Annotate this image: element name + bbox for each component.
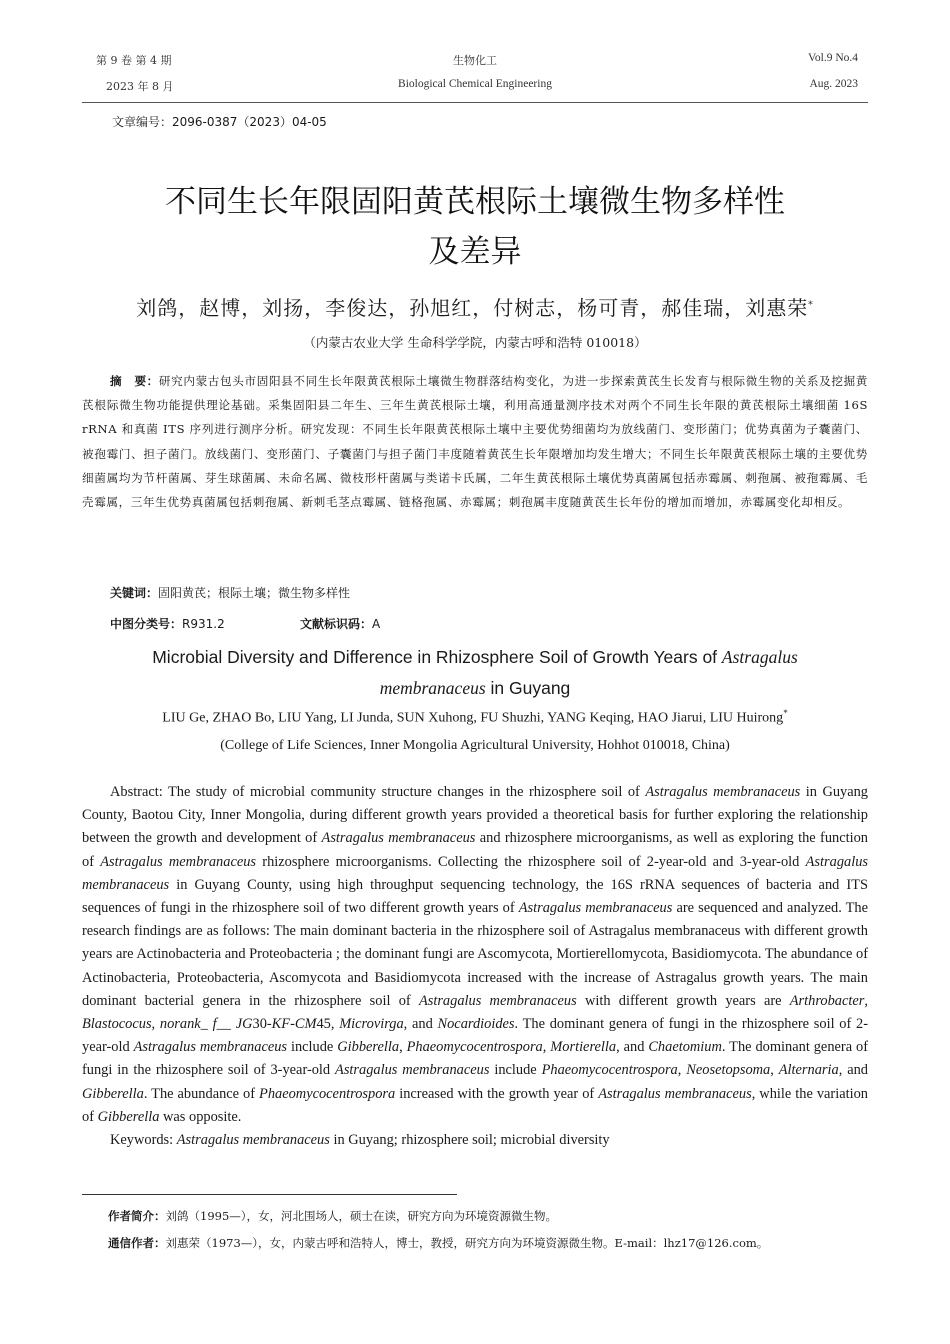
genus-name-part: 45 bbox=[316, 1016, 331, 1033]
footnote-author-text: 刘鸽（1995—），女，河北围场人，硕士在读，研究方向为环境资源微生物。 bbox=[165, 1209, 558, 1223]
abstract-en-s9: include bbox=[287, 1039, 338, 1056]
class-number-label: 中图分类号： bbox=[110, 617, 183, 631]
affiliation-en: (College of Life Sciences, Inner Mongolia Agricultural University, Hohhot 010018, China) bbox=[220, 738, 730, 753]
genus-name: Phaeomycocentrospora bbox=[406, 1039, 543, 1056]
genus-name: Chaetomium bbox=[648, 1039, 722, 1056]
title-en-species-epithet: membranaceus bbox=[379, 678, 486, 698]
abstract-en-paragraph bbox=[82, 781, 868, 1129]
volume-issue-cn: 第 9 卷 第 4 期 bbox=[96, 54, 172, 67]
genus-name: Nocardioides bbox=[437, 1016, 515, 1033]
genus-name: Arthrobacter bbox=[789, 992, 865, 1009]
abstract-en-s4: rhizosphere microorganisms. Collecting the rhizosphere soil of 2-year-old and 3-year-old bbox=[256, 853, 806, 870]
genus-name: Microvirga bbox=[339, 1016, 404, 1033]
species-name: Astragalus membranaceus bbox=[82, 853, 869, 893]
species-name: Astragalus membranaceus bbox=[176, 1132, 330, 1149]
class-number-value: R931.2 bbox=[182, 617, 225, 631]
abstract-en-s14: , while the variation of bbox=[82, 1085, 868, 1125]
genus-name: norank_ f__ JG bbox=[159, 1016, 253, 1033]
keywords-cn bbox=[110, 584, 350, 601]
article-id: 文章编号：2096-0387（2023）04-05 bbox=[112, 115, 327, 129]
authors-en bbox=[0, 708, 950, 727]
abstract-cn-text: 研究内蒙古包头市固阳县不同生长年限黄芪根际土壤微生物群落结构变化，为进一步探索黄芪生长发育与根际微生物的关系及挖掘黄芪根际微生物功能提供理论基础。采集固阳县二年生、三年生黄芪根际土壤，利用高通量测序技术对两个不同生长年限的黄芪根际土壤细菌 16S rRNA 和真菌 ITS 序列进行测序分析。研究发现：不同生长年限黄芪根际土壤中主要优势细菌均为放线菌门、变形菌门；优势真菌为子囊菌门、被孢霉门、担子菌门。放线菌门、变形菌门、子囊菌门与担子菌门丰度随着黄芪生长年限增加均发生增大；不同生长年限黄芪根际土壤的主要优势细菌属均为节杆菌属、芽生球菌属、未命名属、微枝形杆菌属与类诺卡氏属，二年生黄芪根际土壤优势真菌属包括赤霉属、刺孢属、被孢霉属、毛壳霉属，三年生优势真菌属包括刺孢属、新刺毛茎点霉属、链格孢属、赤霉属；刺孢属丰度随黄芪生长年份的增加而增加，赤霉属变化却相反。 bbox=[82, 374, 868, 510]
abstract-en-s10: . The dominant genera of fungi in the rhizosphere soil of 3-year-old bbox=[82, 1039, 868, 1079]
species-name: Astragalus membranaceus bbox=[321, 830, 476, 847]
genus-name: Phaeomycocentrospora bbox=[259, 1085, 396, 1102]
genus-name: Gibberella bbox=[82, 1085, 144, 1102]
keywords-cn-text: 固阳黄芪；根际土壤；微生物多样性 bbox=[158, 586, 351, 600]
species-name: Astragalus membranaceus bbox=[598, 1085, 752, 1102]
genus-name-part: -KF-CM bbox=[266, 1016, 317, 1033]
title-en-tail: in Guyang bbox=[485, 678, 571, 698]
authors-en-mark: * bbox=[783, 708, 788, 718]
sep: , and bbox=[403, 1016, 438, 1033]
species-name: Astragalus membranaceus bbox=[418, 992, 577, 1009]
class-number bbox=[110, 615, 225, 632]
abstract-cn bbox=[82, 369, 868, 514]
species-name: Astragalus membranaceus bbox=[335, 1062, 490, 1079]
keywords-en bbox=[82, 1129, 868, 1152]
keywords-cn-label: 关键词： bbox=[110, 586, 159, 600]
affiliation-cn: （内蒙古农业大学 生命科学学院，内蒙古呼和浩特 010018） bbox=[303, 335, 647, 350]
journal-title-en: Biological Chemical Engineering bbox=[398, 78, 552, 90]
footnote-author bbox=[108, 1208, 557, 1224]
abstract-en-s8: . The dominant genera of fungi in the rhizosphere soil of 2-year-old bbox=[82, 1016, 869, 1056]
abstract-en-s5: in Guyang County, using high throughput sequencing technology, the 16S rRNA sequences of bacteria and ITS sequences of fungi in the rhizosphere soil of two different growth years of bbox=[82, 876, 868, 917]
corresponding-mark: * bbox=[808, 300, 814, 311]
genus-name: Alternaria bbox=[778, 1062, 839, 1079]
sep: , bbox=[330, 1016, 340, 1033]
abstract-en-s13: increased with the growth year of bbox=[395, 1085, 599, 1102]
title-cn-line2: 及差异 bbox=[428, 234, 522, 270]
abstract-en-s2: in Guyang County, Baotou City, Inner Mongolia, during different growth years provided a theoretical basis for further exploring the relationship between the growth and development of bbox=[82, 784, 869, 847]
authors-cn-text: 刘鸽，赵博，刘扬，李俊达，孙旭红，付树志，杨可青，郝佳瑞，刘惠荣 bbox=[136, 296, 809, 320]
title-cn-line1: 不同生长年限固阳黄芪根际土壤微生物多样性 bbox=[165, 184, 785, 220]
genus-name: Gibberella bbox=[97, 1108, 160, 1125]
genus-name: Blastococus bbox=[82, 1016, 152, 1033]
authors-en-text: LIU Ge, ZHAO Bo, LIU Yang, LI Junda, SUN Xuhong, FU Shuzhi, YANG Keqing, HAO Jiarui, LIU Huirong bbox=[162, 710, 784, 726]
genus-name: Phaeomycocentrospora bbox=[541, 1062, 678, 1079]
sep: , and bbox=[616, 1039, 649, 1056]
footnote-rule bbox=[82, 1194, 457, 1195]
abstract-en-s1: The study of microbial community structure changes in the rhizosphere soil of bbox=[162, 784, 646, 800]
title-en-line2 bbox=[0, 676, 950, 700]
sep: , bbox=[770, 1062, 779, 1079]
abstract-en-label: Abstract: bbox=[110, 784, 163, 800]
footnote-correspondence bbox=[108, 1235, 768, 1251]
document-code-label: 文献标识码： bbox=[300, 617, 373, 631]
volume-issue-en: Vol.9 No.4 bbox=[808, 52, 858, 64]
keywords-en-text: in Guyang; rhizosphere soil; microbial diversity bbox=[329, 1132, 610, 1149]
genus-name: Gibberella bbox=[337, 1039, 400, 1056]
genus-name: Mortierella bbox=[550, 1039, 617, 1056]
footnote-corr-text: 刘惠荣（1973—），女，内蒙古呼和浩特人，博士，教授，研究方向为环境资源微生物。E-mail：lhz17@126.com。 bbox=[165, 1236, 769, 1250]
abstract-en-s11: include bbox=[489, 1062, 542, 1079]
sep: , bbox=[677, 1062, 687, 1079]
date-en: Aug. 2023 bbox=[809, 78, 858, 90]
species-name: Astragalus membranaceus bbox=[100, 853, 257, 870]
species-name: Astragalus membranaceus bbox=[133, 1039, 288, 1056]
species-name: Astragalus membranaceus bbox=[518, 900, 673, 917]
authors-cn bbox=[0, 292, 950, 321]
abstract-en-s12: . The abundance of bbox=[143, 1085, 260, 1102]
date-cn: 2023 年 8 月 bbox=[106, 80, 174, 93]
abstract-en-s7: with different growth years are bbox=[576, 992, 790, 1009]
footnote-corr-label: 通信作者： bbox=[108, 1236, 166, 1250]
title-en-text: Microbial Diversity and Difference in Rhizosphere Soil of Growth Years of bbox=[152, 647, 722, 667]
footnote-author-label: 作者简介： bbox=[108, 1209, 166, 1223]
header-rule bbox=[82, 102, 868, 103]
species-name: Astragalus membranaceus bbox=[645, 784, 801, 800]
journal-title-cn: 生物化工 bbox=[453, 54, 497, 67]
sep: , bbox=[864, 992, 868, 1009]
abstract-en-s6: are sequenced and analyzed. The research findings are as follows: The main dominant bacteria in the rhizosphere soil of Astragalus membranaceus with different growth years are Actinobacteria and Proteobacteria ; the dominant fungi are Ascomycota, Mortierellomycota, Basidiomycota. The abundance of Actinobacteria, Proteobacteria, Ascomycota and Basidiomycota increased with the increase of Astragalus growth years. The main dominant bacterial genera in the rhizosphere soil of bbox=[82, 900, 869, 1009]
genus-name: Neosetopsoma bbox=[686, 1062, 771, 1079]
sep: , bbox=[399, 1039, 407, 1056]
keywords-en-label: Keywords: bbox=[110, 1132, 174, 1149]
title-en-line1 bbox=[0, 645, 950, 669]
sep: , bbox=[151, 1016, 160, 1033]
abstract-en-s15: was opposite. bbox=[159, 1108, 242, 1125]
document-code bbox=[300, 615, 380, 632]
abstract-en bbox=[82, 781, 868, 1152]
genus-name-part: 30 bbox=[252, 1016, 267, 1033]
abstract-cn-label: 摘 要： bbox=[110, 374, 159, 388]
document-code-value: A bbox=[372, 617, 381, 631]
title-en-species-genus: Astragalus bbox=[721, 647, 798, 667]
abstract-en-s3: and rhizosphere microorganisms, as well as exploring the function of bbox=[82, 830, 868, 870]
sep: , bbox=[542, 1039, 551, 1056]
sep: , and bbox=[838, 1062, 868, 1079]
